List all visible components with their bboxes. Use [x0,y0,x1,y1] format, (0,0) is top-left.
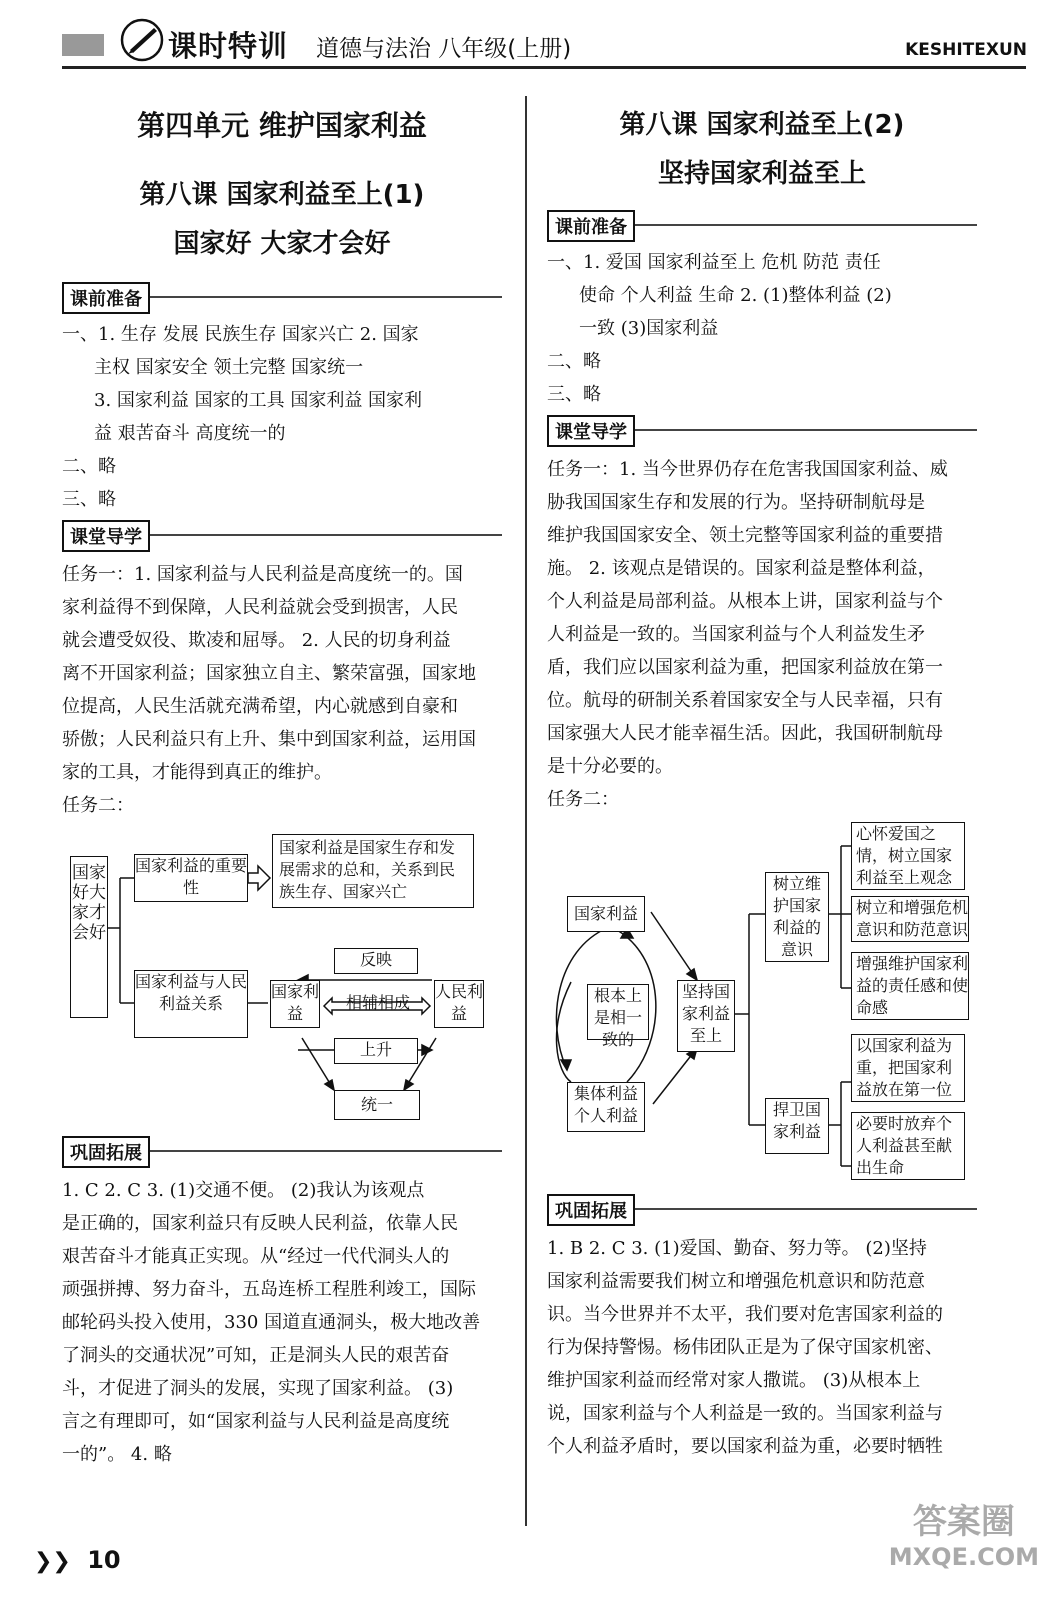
text-line: 就会遭受奴役、欺凌和屈辱。 2. 人民的切身利益 [62,630,451,651]
text-line: 了洞头的交通状况”可知，正是洞头人民的艰苦奋 [62,1345,450,1366]
text-line: 任务一：1. 当今世界仍存在危害我国国家利益、威 [547,459,948,480]
diagram-nation-box: 国家利益 [270,980,320,1028]
diagram-d1-box: 以国家利益为重，把国家利益放在第一位 [851,1034,965,1102]
text-line: 一致 (3)国家利益 [579,318,719,339]
section-tag-prep: 课前准备 [62,282,150,314]
text-line: 位提高，人民生活就充满希望，内心就感到自豪和 [62,696,458,717]
section-header [62,282,502,314]
text-line: 一的”。 4. 略 [62,1444,172,1465]
column-divider [525,96,527,1526]
text-line: 家利益得不到保障，人民利益就会受到损害，人民 [62,597,458,618]
text-line: 骄傲；人民利益只有上升、集中到国家利益，运用国 [62,729,476,750]
text-line: 主权 国家安全 领土完整 国家统一 [94,357,364,378]
text-line: 行为保持警惕。杨伟团队正是为了保守国家机密、 [547,1337,943,1358]
diagram-rel-box: 国家利益与人民利益关系 [134,970,248,1038]
diagram-imp-desc-box: 国家利益是国家生存和发展需求的总和，关系到民族生存、国家兴亡 [272,834,474,908]
diagram-root-box: 国家好大家才会好 [70,856,108,1018]
diagram-e3-box: 增强维护国家利益的责任感和使命感 [851,952,969,1020]
brand-name: 课时特训 [168,29,289,63]
prep-answers [62,318,502,516]
diagram-reflect-box: 反映 [334,948,418,974]
diagram-mutual-label: 相辅相成 [345,993,410,1012]
section-header [547,415,977,447]
text-line: 益 艰苦奋斗 高度统一的 [94,423,286,444]
prep-answers [547,246,977,411]
section-tag-ext: 巩固拓展 [62,1136,150,1168]
text-line: 1. B 2. C 3. (1)爱国、勤奋、努力等。 (2)坚持 [547,1238,927,1259]
text-line: 胁我国国家生存和发展的行为。坚持研制航母是 [547,492,925,513]
text-line: 国家强大人民才能幸福生活。因此，我国研制航母 [547,723,943,744]
diagram-e1-box: 心怀爱国之情，树立国家利益至上观念 [851,822,965,890]
text-line: 言之有理即可，如“国家利益与人民利益是高度统 [62,1411,450,1432]
text-line: 是正确的，国家利益只有反映人民利益，依靠人民 [62,1213,458,1234]
section-header [62,520,502,552]
text-line: 一、1. 爱国 国家利益至上 危机 防范 责任 [547,252,881,273]
header-decor-bar [62,34,104,56]
diagram-collective-box: 集体利益个人利益 [567,1082,645,1132]
guide-answers [62,558,502,822]
diagram-d2-box: 必要时放弃个人利益甚至献出生命 [851,1112,965,1180]
text-line: 艰苦奋斗才能真正实现。从“经过一代代洞头人的 [62,1246,450,1267]
text-line: 任务二： [547,789,619,810]
page-header [0,0,1057,78]
text-line: 任务二： [62,795,134,816]
brand-latin: KESHITEXUN [905,40,1027,60]
double-chevron-icon: ❯❯ [34,1549,71,1574]
text-line: 一、1. 生存 发展 民族生存 国家兴亡 2. 国家 [62,324,419,345]
watermark-logo-text: 答案圈 [912,1502,1015,1542]
book-title: 道德与法治 八年级(上册) [316,36,572,62]
diagram-rise-box: 上升 [334,1038,418,1064]
lesson-title: 第八课 国家利益至上(2) [619,110,905,140]
lesson-subtitle: 国家好 大家才会好 [173,229,391,259]
text-line: 维护国家利益而经常对家人撒谎。 (3)从根本上 [547,1370,921,1391]
text-line: 3. 国家利益 国家的工具 国家利益 国家利 [94,390,423,411]
text-line: 顽强拼搏、努力奋斗，五岛连桥工程胜利竣工，国际 [62,1279,476,1300]
ext-answers [547,1232,977,1463]
diagram-defend-box: 捍卫国家利益 [765,1098,829,1154]
text-line: 盾，我们应以国家利益为重，把国家利益放在第一 [547,657,943,678]
text-line: 邮轮码头投入使用，330 国道直通洞头，极大地改善 [62,1312,481,1333]
text-line: 二、略 [62,456,116,477]
header-rule [62,66,1026,69]
diagram-people-box: 人民利益 [434,980,484,1028]
diagram-basic-box: 根本上是相一致的 [587,984,649,1040]
text-line: 国家利益需要我们树立和增强危机意识和防范意 [547,1271,925,1292]
text-line: 使命 个人利益 生命 2. (1)整体利益 (2) [579,285,892,306]
diagram-e2-box: 树立和增强危机意识和防范意识 [851,896,969,942]
diagram-nation-box: 国家利益 [567,896,645,932]
diagram-imp-box: 国家利益的重要性 [134,854,248,902]
watermark [889,1494,1039,1571]
text-line: 三、略 [62,489,116,510]
text-line: 是十分必要的。 [547,756,673,777]
text-line: 二、略 [547,351,601,372]
section-tag-guide: 课堂导学 [547,415,635,447]
text-line: 1. C 2. C 3. (1)交通不便。 (2)我认为该观点 [62,1180,425,1201]
section-header [62,1136,502,1168]
lesson-title: 第八课 国家利益至上(1) [139,180,425,210]
section-header [547,210,977,242]
text-line: 个人利益矛盾时，要以国家利益为重，必要时牺牲 [547,1436,943,1457]
section-tag-prep: 课前准备 [547,210,635,242]
diagram-establish-box: 树立维护国家利益的意识 [765,872,829,962]
diagram-left [62,828,502,1128]
text-line: 斗，才促进了洞头的发展，实现了国家利益。 (3) [62,1378,454,1399]
diagram-unify-box: 统一 [334,1090,420,1120]
text-line: 识。当今世界并不太平，我们要对危害国家利益的 [547,1304,943,1325]
ext-answers [62,1174,502,1471]
text-line: 位。航母的研制关系着国家安全与人民幸福，只有 [547,690,943,711]
right-column [547,96,977,1463]
text-line: 施。 2. 该观点是错误的。国家利益是整体利益， [547,558,936,579]
text-line: 说，国家利益与个人利益是一致的。当国家利益与 [547,1403,943,1424]
watermark-url: MXQE.COM [888,1543,1039,1571]
diagram-uphold-box: 坚持国家利益至上 [677,980,735,1052]
text-line: 人利益是一致的。当国家利益与个人利益发生矛 [547,624,925,645]
diagram-right [547,820,977,1192]
left-column [62,96,502,1471]
page-number [34,1546,121,1574]
section-tag-guide: 课堂导学 [62,520,150,552]
page-number-text: 10 [87,1546,121,1574]
text-line: 维护我国国家安全、领土完整等国家利益的重要措 [547,525,943,546]
text-line: 三、略 [547,384,601,405]
text-line: 家的工具，才能得到真正的维护。 [62,762,332,783]
pen-logo-icon [118,16,166,64]
section-header [547,1194,977,1226]
text-line: 离不开国家利益；国家独立自主、繁荣富强，国家地 [62,663,476,684]
lesson-subtitle: 坚持国家利益至上 [657,159,866,189]
section-tag-ext: 巩固拓展 [547,1194,635,1226]
guide-answers [547,453,977,816]
text-line: 个人利益是局部利益。从根本上讲，国家利益与个 [547,591,943,612]
unit-title: 第四单元 维护国家利益 [137,109,427,142]
text-line: 任务一：1. 国家利益与人民利益是高度统一的。国 [62,564,463,585]
